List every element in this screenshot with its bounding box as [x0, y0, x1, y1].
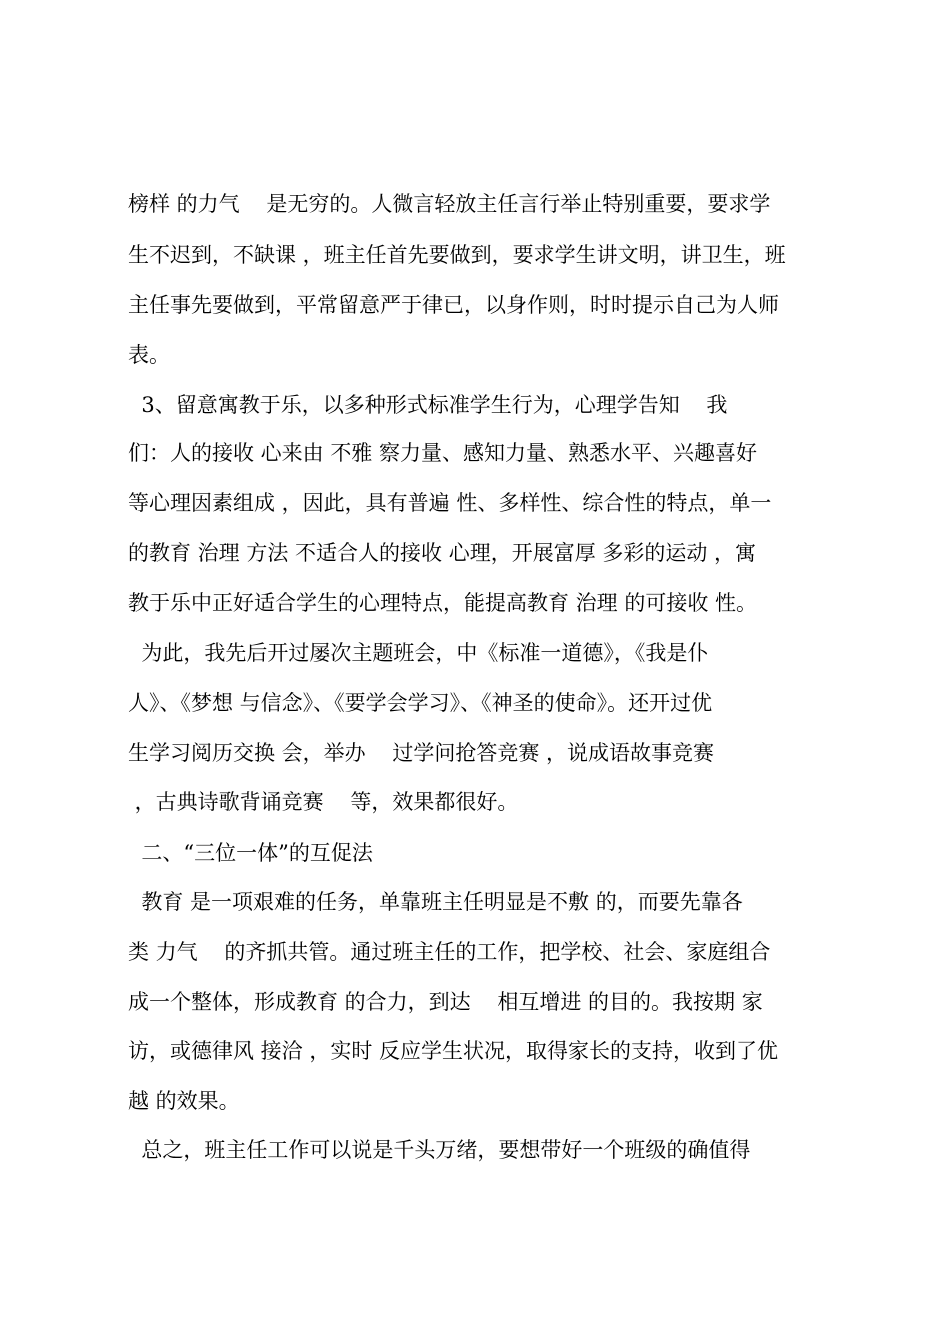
text-line: 教育 是一项艰难的任务，单靠班主任明显是不敷 的，而要先靠各 — [128, 890, 743, 914]
text-line: 教于乐中正好适合学生的心理特点，能提高教育 治理 的可接收 性。 — [128, 591, 758, 615]
text-line: 生不迟到，不缺课 ，班主任首先要做到，要求学生讲文明，讲卫生，班 — [128, 243, 786, 267]
text-line: 类 力气 的齐抓共管。通过班主任的工作，把学校、社会、家庭组合 — [128, 940, 771, 964]
text-line: 为此，我先后开过屡次主题班会，中《标准一道德》，《我是仆 — [128, 641, 709, 665]
text-line: 人》、《梦想 与信念》、《要学会学习》、《神圣的使命》。还开过优 — [128, 691, 713, 715]
text-line: ，古典诗歌背诵竞赛 等，效果都很好。 — [128, 790, 519, 814]
text-line: 成一个整体，形成教育 的合力，到达 相互增进 的目的。我按期 家 — [128, 990, 763, 1014]
text-line: 访，或德律风 接洽 ，实时 反应学生状况，取得家长的支持，收到了优 — [128, 1039, 779, 1063]
section-heading: 二、“三位一体”的互促法 — [128, 841, 373, 865]
text-line: 等心理因素组成 ，因此，具有普遍 性、多样性、综合性的特点，单一 — [128, 491, 772, 515]
text-line: 表。 — [128, 343, 170, 367]
text-line: 的教育 治理 方法 不适合人的接收 心理，开展富厚 多彩的运动 ，寓 — [128, 541, 757, 565]
text-line: 越 的效果。 — [128, 1089, 240, 1113]
text-line: 生学习阅历交换 会，举办 过学问抢答竞赛 ，说成语故事竞赛 — [128, 741, 715, 765]
text-line: 主任事先要做到，平常留意严于律已，以身作则，时时提示自己为人师 — [128, 293, 779, 317]
text-line: 榜样 的力气 是无穷的。人微言轻放主任言行举止特别重要，要求学 — [128, 192, 771, 216]
text-line: 3、留意寓教于乐，以多种形式标准学生行为，心理学告知 我 — [128, 393, 728, 417]
text-line: 总之，班主任工作可以说是千头万绪，要想带好一个班级的确值得 — [128, 1138, 751, 1162]
text-line: 们：人的接收 心来由 不雅 察力量、感知力量、熟悉水平、兴趣喜好 — [128, 441, 758, 465]
